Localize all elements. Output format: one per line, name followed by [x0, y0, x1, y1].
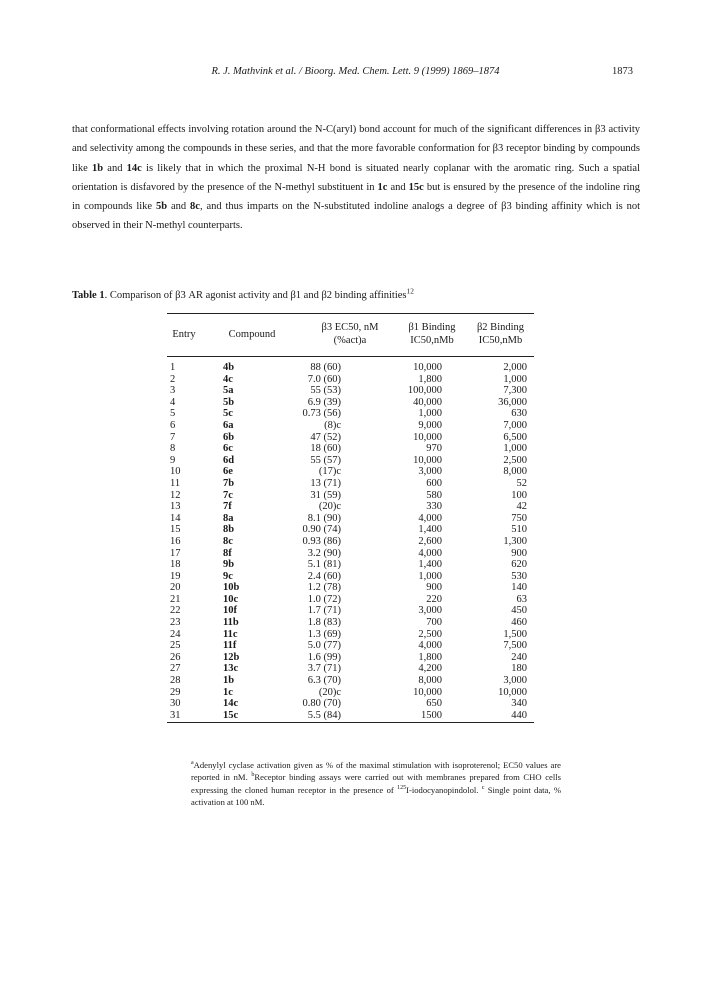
cell-entry: 3 [170, 385, 176, 397]
cell-compound: 6e [223, 466, 233, 478]
cell-b1: 700 [426, 617, 442, 629]
paragraph-text: and [387, 181, 409, 193]
cell-b2: 10,000 [498, 686, 527, 698]
table-row [167, 629, 534, 641]
footnote-isotope-text: I-iodocyanopindolol. [406, 784, 482, 795]
cell-entry: 26 [170, 651, 181, 663]
cell-b2: 52 [516, 477, 527, 489]
cell-b1: 4,000 [418, 512, 442, 524]
cell-b2: 240 [511, 651, 527, 663]
cell-ec50: 1.3 (69) [307, 628, 341, 640]
header-b2-line1: β2 Binding [476, 322, 525, 333]
cell-compound: 10b [223, 582, 240, 594]
cell-compound: 1c [223, 686, 233, 698]
cell-entry: 8 [170, 443, 176, 455]
cell-compound: 11f [223, 640, 237, 652]
cell-compound: 14c [223, 698, 239, 710]
cell-b2: 36,000 [498, 396, 527, 408]
table-label: Table 1 [72, 290, 105, 301]
cell-b2: 2,000 [503, 362, 527, 373]
running-head: R. J. Mathvink et al. / Bioorg. Med. Chem. Lett. 9 (1999) 1869–1874 [211, 66, 500, 77]
compound-ref: 1c [377, 181, 388, 193]
table-row [167, 466, 534, 478]
cell-b2: 3,000 [503, 675, 527, 687]
header-b1 [399, 321, 465, 347]
table-row [167, 571, 534, 583]
cell-ec50: 1.6 (99) [307, 651, 341, 663]
cell-compound: 5c [223, 408, 233, 420]
cell-entry: 6 [170, 419, 176, 431]
cell-entry: 5 [170, 408, 176, 420]
table-row [167, 513, 534, 525]
cell-b2: 8,000 [503, 466, 527, 478]
cell-ec50: 13 (71) [310, 477, 341, 489]
cell-entry: 27 [170, 663, 181, 675]
cell-compound: 11b [223, 617, 239, 629]
cell-b2: 100 [511, 489, 527, 501]
table-row [167, 548, 534, 560]
cell-entry: 18 [170, 559, 181, 571]
cell-compound: 5a [223, 385, 234, 397]
compound-ref: 14c [126, 162, 142, 174]
table-caption-text: . Comparison of β3 AR agonist activity and β1 and β2 binding affinities [104, 290, 407, 301]
header-b2 [467, 321, 534, 347]
cell-b1: 1,800 [418, 651, 442, 663]
cell-entry: 30 [170, 698, 181, 710]
cell-compound: 8c [223, 535, 233, 547]
cell-b1: 1,000 [418, 408, 442, 420]
cell-entry: 2 [170, 373, 176, 385]
cell-b2: 63 [516, 593, 527, 605]
data-table [167, 313, 534, 723]
table-row [167, 432, 534, 444]
cell-ec50: 3.2 (90) [307, 547, 341, 559]
cell-ec50: 18 (60) [310, 443, 341, 455]
cell-ec50: 55 (53) [310, 385, 341, 397]
cell-b1: 1,400 [418, 559, 442, 571]
cell-b1: 600 [426, 477, 442, 489]
table-row [167, 582, 534, 594]
cell-b2: 1,000 [503, 373, 527, 385]
table-row [167, 675, 534, 687]
cell-entry: 12 [170, 489, 181, 501]
paragraph-text: but is ensured by the presence of the indoline ring in compounds like [72, 181, 640, 213]
footnote-mark-c: c [481, 784, 485, 791]
table-row [167, 374, 534, 386]
table-row [167, 478, 534, 490]
table-footnote [191, 759, 561, 809]
cell-compound: 4c [223, 373, 233, 385]
cell-entry: 17 [170, 547, 181, 559]
cell-entry: 11 [170, 477, 181, 489]
cell-entry: 31 [170, 709, 181, 721]
cell-b1: 4,000 [418, 547, 442, 559]
header-b1-line2: IC50,nMb [410, 335, 454, 346]
cell-ec50: 5.1 (81) [307, 559, 341, 571]
cell-compound: 5b [223, 396, 235, 408]
table-row [167, 710, 534, 722]
cell-entry: 9 [170, 454, 176, 466]
cell-b2: 6,500 [503, 431, 527, 443]
cell-b2: 440 [511, 709, 527, 721]
cell-b1: 650 [426, 698, 442, 710]
header-entry: Entry [172, 329, 196, 340]
cell-ec50: 55 (57) [310, 454, 341, 466]
cell-b1: 220 [426, 593, 442, 605]
cell-b2: 460 [511, 617, 527, 629]
header-b2-line2: IC50,nMb [478, 335, 523, 346]
table-header [167, 314, 534, 357]
cell-entry: 23 [170, 617, 181, 629]
paragraph-text: that conformational effects involving rotation around the N-C(aryl) bond account for much of the significant differences in β3 activity and selectivity among the compounds in these series, and that the more favorable conformation for β3 receptor binding by compounds like [72, 124, 640, 174]
cell-compound: 8f [223, 547, 232, 559]
table-row [167, 617, 534, 629]
cell-b2: 510 [511, 524, 527, 536]
header-compound: Compound [228, 329, 276, 340]
cell-b2: 7,300 [503, 385, 527, 397]
cell-b2: 2,500 [503, 454, 527, 466]
compound-ref: 5b [155, 201, 168, 213]
cell-b1: 3,000 [418, 605, 442, 617]
cell-b2: 1,300 [503, 535, 527, 547]
cell-ec50: 0.73 (56) [302, 408, 341, 420]
cell-entry: 7 [170, 431, 176, 443]
footnote-mark-a: a [191, 760, 194, 767]
cell-b2: 1,500 [503, 628, 527, 640]
cell-ec50: 3.7 (71) [307, 663, 341, 675]
cell-b2: 630 [511, 408, 527, 420]
compound-ref: 8c [190, 201, 200, 213]
cell-entry: 1 [170, 362, 176, 373]
cell-compound: 8a [223, 512, 234, 524]
cell-b1: 10,000 [413, 362, 442, 373]
cell-b1: 9,000 [418, 419, 442, 431]
table-body [167, 357, 534, 722]
cell-entry: 24 [170, 628, 181, 640]
cell-compound: 7f [223, 501, 232, 513]
cell-compound: 15c [223, 709, 239, 721]
table-row [167, 408, 534, 420]
cell-entry: 4 [170, 396, 176, 408]
table-row [167, 455, 534, 467]
table-caption-ref: 12 [406, 286, 414, 296]
cell-b2: 180 [511, 663, 527, 675]
cell-ec50: 31 (59) [310, 489, 341, 501]
compound-ref: 1b [91, 162, 104, 174]
footnote-b-text: Receptor binding assays were carried out with membranes prepared from CHO cells expressing the cloned human receptor in the presence of [191, 772, 561, 795]
cell-compound: 9b [223, 559, 235, 571]
cell-b2: 7,500 [503, 640, 527, 652]
table-row [167, 420, 534, 432]
table-row [167, 501, 534, 513]
cell-b1: 3,000 [418, 466, 442, 478]
footnote-a-text: Adenylyl cyclase activation given as % of the maximal stimulation with isoproterenol; EC50 values are reported in nM. [191, 760, 561, 783]
cell-ec50: 1.8 (83) [307, 617, 341, 629]
cell-ec50: 1.2 (78) [307, 582, 341, 594]
cell-entry: 20 [170, 582, 181, 594]
cell-entry: 22 [170, 605, 181, 617]
table-row [167, 640, 534, 652]
cell-compound: 8b [223, 524, 235, 536]
cell-b2: 530 [511, 570, 527, 582]
table-row [167, 652, 534, 664]
cell-b1: 1,800 [418, 373, 442, 385]
table-row [167, 559, 534, 571]
cell-ec50: 8.1 (90) [307, 512, 341, 524]
cell-b1: 10,000 [413, 431, 442, 443]
cell-b2: 140 [511, 582, 527, 594]
cell-compound: 6d [223, 454, 235, 466]
cell-b1: 2,600 [418, 535, 442, 547]
table-caption [72, 286, 640, 301]
cell-b1: 970 [426, 443, 442, 455]
cell-b2: 450 [511, 605, 527, 617]
cell-b2: 900 [511, 547, 527, 559]
paragraph-text: and [103, 162, 127, 174]
cell-b1: 10,000 [413, 686, 442, 698]
cell-b1: 1,000 [418, 570, 442, 582]
compound-ref: 15c [408, 181, 424, 193]
cell-b1: 8,000 [418, 675, 442, 687]
cell-entry: 13 [170, 501, 181, 513]
cell-compound: 7b [223, 477, 235, 489]
footnote-isotope-mark: 125 [397, 784, 407, 791]
paragraph-text: , and thus imparts on the N-substituted indoline analogs a degree of β3 binding affinity which is not observed in their N-methyl counterparts. [72, 201, 640, 232]
table-row [167, 663, 534, 675]
table-row [167, 443, 534, 455]
cell-b1: 2,500 [418, 628, 442, 640]
cell-entry: 15 [170, 524, 181, 536]
cell-entry: 10 [170, 466, 181, 478]
table-row [167, 524, 534, 536]
header-b1-line1: β1 Binding [408, 322, 456, 333]
cell-b2: 1,000 [503, 443, 527, 455]
cell-ec50: 1.0 (72) [307, 593, 341, 605]
table-row [167, 385, 534, 397]
table-row [167, 536, 534, 548]
cell-entry: 28 [170, 675, 181, 687]
cell-compound: 6b [223, 431, 235, 443]
cell-b1: 100,000 [407, 385, 442, 397]
cell-compound: 9c [223, 570, 233, 582]
header-ec50-line2: (%act)a [333, 335, 367, 346]
cell-b1: 1500 [421, 709, 442, 721]
table-row [167, 490, 534, 502]
cell-ec50: 5.5 (84) [307, 709, 341, 721]
cell-b1: 40,000 [413, 396, 442, 408]
cell-ec50: 0.80 (70) [302, 698, 341, 710]
cell-ec50: 6.3 (70) [307, 675, 341, 687]
table-row [167, 594, 534, 606]
cell-ec50: (8)c [324, 419, 341, 431]
cell-b1: 10,000 [413, 454, 442, 466]
cell-ec50: 5.0 (77) [307, 640, 341, 652]
table-row [167, 397, 534, 409]
cell-ec50: (17)c [318, 466, 341, 478]
body-paragraph [72, 120, 640, 236]
cell-b2: 340 [511, 698, 527, 710]
cell-ec50: (20)c [318, 501, 341, 513]
cell-ec50: 88 (60) [310, 362, 341, 373]
cell-ec50: 1.7 (71) [307, 605, 341, 617]
cell-ec50: 7.0 (60) [307, 373, 341, 385]
cell-b2: 750 [511, 512, 527, 524]
cell-ec50: 0.93 (86) [302, 535, 341, 547]
cell-compound: 12b [223, 651, 240, 663]
table-row [167, 687, 534, 699]
cell-compound: 6a [223, 419, 234, 431]
cell-compound: 11c [223, 628, 238, 640]
footnote-c-text: Single point data, % activation at 100 nM. [191, 784, 562, 808]
cell-ec50: 2.4 (60) [307, 570, 341, 582]
cell-b1: 4,000 [418, 640, 442, 652]
footnote-mark-b: b [251, 772, 255, 779]
cell-ec50: (20)c [318, 686, 341, 698]
cell-b2: 620 [511, 559, 527, 571]
table-row [167, 362, 534, 374]
cell-b1: 4,200 [418, 663, 442, 675]
cell-compound: 10f [223, 605, 237, 617]
cell-entry: 14 [170, 512, 181, 524]
cell-compound: 7c [223, 489, 233, 501]
table-row [167, 605, 534, 617]
cell-entry: 29 [170, 686, 181, 698]
cell-ec50: 6.9 (39) [307, 396, 341, 408]
page-number: 1873 [612, 66, 633, 77]
cell-compound: 10c [223, 593, 239, 605]
cell-entry: 25 [170, 640, 181, 652]
header-ec50-line1: β3 EC50, nM [321, 322, 379, 333]
cell-ec50: 0.90 (74) [302, 524, 341, 536]
cell-compound: 1b [223, 675, 235, 687]
cell-compound: 4b [223, 362, 235, 373]
cell-entry: 16 [170, 535, 181, 547]
header-ec50 [309, 321, 391, 347]
cell-b1: 900 [426, 582, 442, 594]
cell-ec50: 47 (52) [310, 431, 341, 443]
cell-b2: 42 [516, 501, 527, 513]
table-row [167, 698, 534, 710]
cell-entry: 21 [170, 593, 181, 605]
cell-compound: 6c [223, 443, 233, 455]
paragraph-text: and [167, 201, 191, 213]
paragraph-text: is likely that in which the proximal N-H bond is situated nearly coplanar with the aromatic ring. Such a spatial orientation is disfavored by the presence of the N-methyl substituent in [72, 162, 640, 193]
cell-b2: 7,000 [503, 419, 527, 431]
cell-b1: 1,400 [418, 524, 442, 536]
cell-compound: 13c [223, 663, 239, 675]
cell-b1: 330 [426, 501, 442, 513]
cell-entry: 19 [170, 570, 181, 582]
cell-b1: 580 [426, 489, 442, 501]
